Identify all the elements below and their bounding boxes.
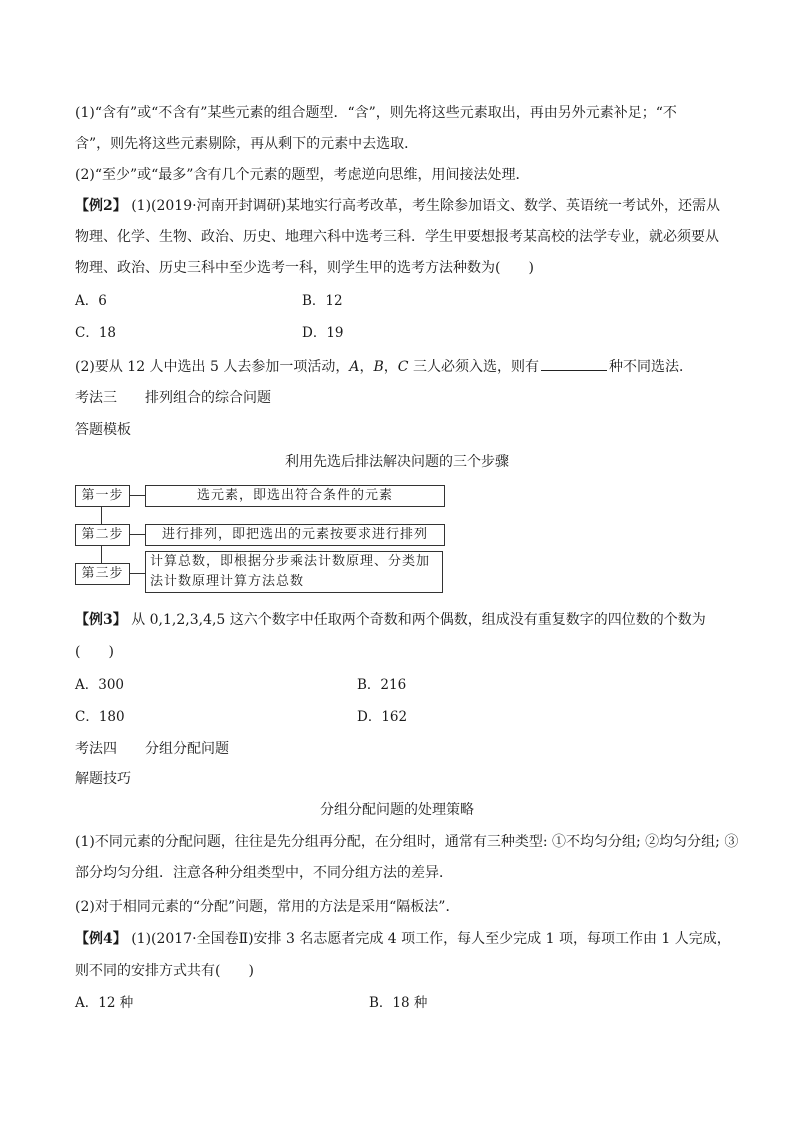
example-2-text-1: (1)(2019·河南开封调研)某地实行高考改革，考生除参加语文、数学、英语统一考试外，还需从	[126, 198, 721, 214]
q2-sep-1: ，	[359, 359, 374, 375]
example-3-option-d: D．162	[357, 709, 408, 725]
example-4-line-2: 则不同的安排方式共有( )	[75, 963, 254, 979]
example-2-tag: 【例2】	[75, 198, 127, 214]
example-3-option-b: B．216	[357, 677, 407, 693]
example-2-option-d: D．19	[302, 325, 344, 341]
example-4-option-a: A．12 种	[75, 995, 134, 1011]
example-3-option-a: A．300	[75, 677, 125, 693]
flow-description-1: 选元素，即选出符合条件的元素	[145, 485, 445, 507]
q2-var-b: B	[373, 359, 384, 375]
q2-sep-2: ，	[383, 359, 398, 375]
q2-var-c: C	[397, 359, 409, 375]
flow-connector-2	[129, 534, 145, 535]
example-2-option-a: A．6	[75, 293, 107, 309]
q2-text-pre: (2)要从 12 人中选出 5 人去参加一项活动，	[75, 359, 350, 375]
flow-description-2: 进行排列，即把选出的元素按要求进行排列	[145, 524, 445, 546]
flow-description-3-line-1: 计算总数，即根据分步乘法计数原理、分类加	[150, 554, 431, 569]
flow-connector-1	[129, 495, 145, 496]
section-3-title: 考法三 排列组合的综合问题	[75, 390, 271, 406]
flow-step-2: 第二步	[75, 524, 130, 546]
example-2-line-3: 物理、政治、历史三科中至少选考一科，则学生甲的选考方法种数为( )	[75, 260, 534, 276]
flow-step-1: 第一步	[75, 485, 130, 507]
example-3-line-1	[75, 610, 706, 630]
q2-text-mid: 三人必须入选，则有	[408, 359, 539, 375]
q2-text-post: 种不同选法．	[608, 359, 693, 375]
example-2-option-b: B．12	[302, 293, 343, 309]
example-2-line-1	[75, 196, 720, 216]
example-4-tag: 【例4】	[75, 931, 127, 947]
principle-1-line-2: 含”，则先将这些元素剔除，再从剩下的元素中去选取．	[75, 136, 419, 152]
strategy-2: (2)对于相同元素的“分配”问题，常用的方法是采用“隔板法”．	[75, 899, 460, 915]
section-3-subtitle: 答题模板	[75, 422, 131, 438]
flow-step-3: 第三步	[75, 563, 130, 585]
example-2-option-c: C．18	[75, 325, 117, 341]
example-4-option-b: B．18 种	[369, 995, 428, 1011]
flow-connector-3	[129, 573, 145, 574]
section-3-heading: 利用先选后排法解决问题的三个步骤	[285, 454, 509, 470]
example-4-text-1: (1)(2017·全国卷Ⅱ)安排 3 名志愿者完成 4 项工作，每人至少完成 1 项，每项工作由 1 人完成，	[126, 931, 731, 947]
principle-2: (2)“至少”或“最多”含有几个元素的题型，考虑逆向思维，用间接法处理．	[75, 167, 530, 183]
q2-var-a: A	[349, 359, 360, 375]
section-4-heading: 分组分配问题的处理策略	[320, 802, 474, 818]
example-3-tag: 【例3】	[75, 612, 127, 628]
example-3-text-1: 从 0,1,2,3,4,5 这六个数字中任取两个奇数和两个偶数，组成没有重复数字的四位数的个数为	[126, 612, 706, 628]
flow-description-3-line-2: 法计数原理计算方法总数	[150, 574, 305, 589]
section-4-title: 考法四 分组分配问题	[75, 741, 229, 757]
flow-vertical-connector-2	[101, 545, 102, 565]
flow-description-3	[145, 551, 443, 593]
strategy-1-line-1: (1)不同元素的分配问题，往往是先分组再分配，在分组时，通常有三种类型: ①不均匀分组; ②均匀分组; ③	[75, 834, 739, 850]
example-4-line-1	[75, 929, 731, 949]
section-4-subtitle: 解题技巧	[75, 771, 131, 787]
example-3-line-2: ( )	[75, 644, 114, 660]
example-2-line-2: 物理、化学、生物、政治、历史、地理六科中选考三科．学生甲要想报考某高校的法学专业，就必须要从	[75, 229, 719, 245]
answer-blank	[541, 356, 607, 371]
strategy-1-line-2: 部分均匀分组．注意各种分组类型中，不同分组方法的差异．	[75, 865, 453, 881]
example-3-option-c: C．180	[75, 709, 125, 725]
example-2-question-2	[75, 356, 693, 377]
principle-1-line-1: (1)“含有”或“不含有”某些元素的组合题型．“含”，则先将这些元素取出，再由另外元素补足；“不	[75, 105, 677, 121]
